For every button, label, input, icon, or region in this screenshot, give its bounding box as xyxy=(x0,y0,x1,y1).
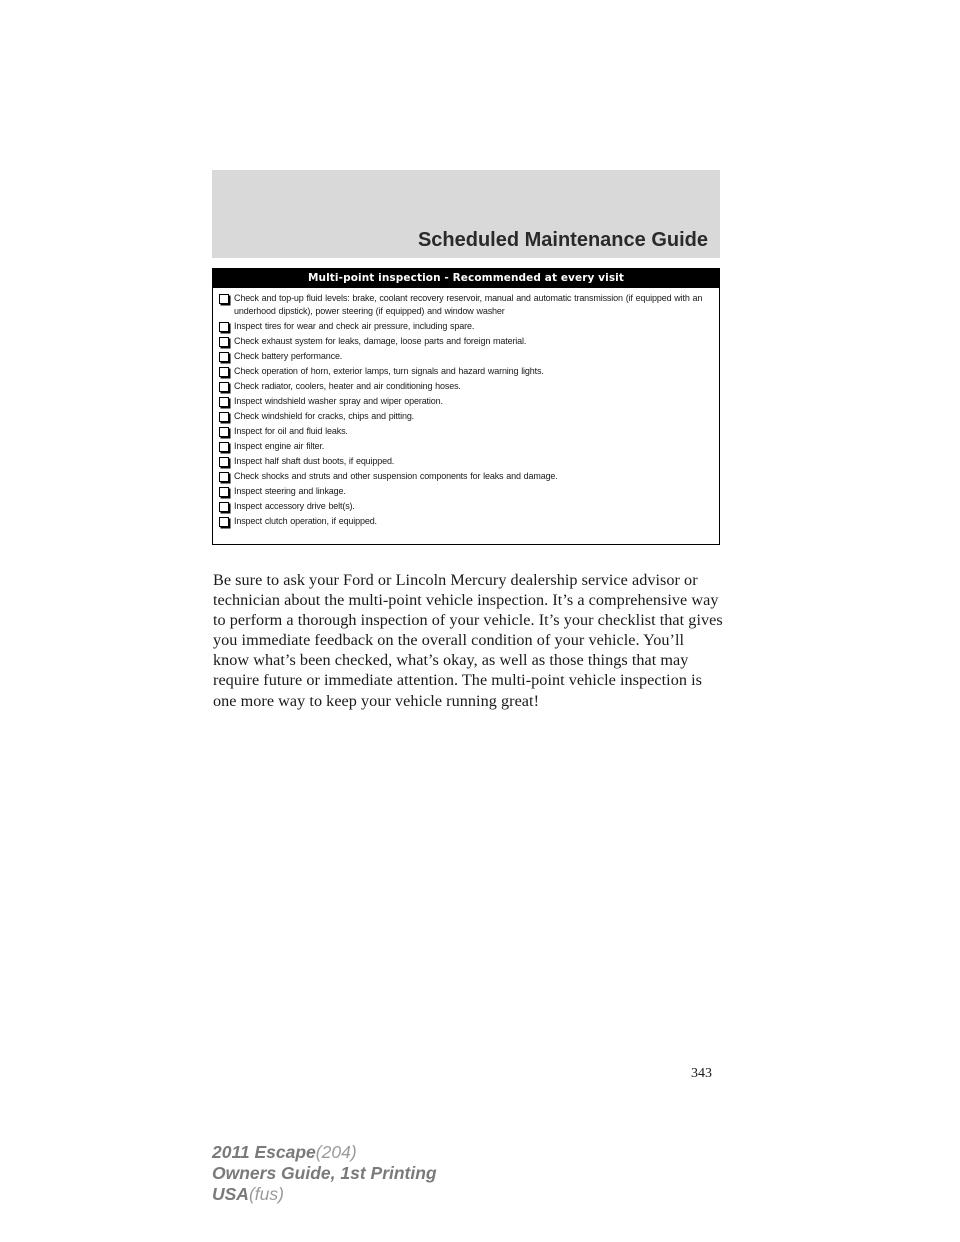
checkbox-icon[interactable] xyxy=(219,487,229,497)
checklist-item-text: Check shocks and struts and other suspension components for leaks and damage. xyxy=(234,471,558,482)
checkbox-icon[interactable] xyxy=(219,397,229,407)
checkbox-icon[interactable] xyxy=(219,337,229,347)
body-paragraph: Be sure to ask your Ford or Lincoln Mercury dealership service advisor or technician about the multi-point vehicle inspection. It’s a comprehensive way to perform a thorough inspection of your vehicle. It’s your checklist that gives you immediate feedback on the overall condition of your vehicle. You’ll know what’s been checked, what’s okay, as well as those things that may require future or immediate attention. The multi-point vehicle inspection is one more way to keep your vehicle running great! xyxy=(213,571,723,710)
checklist-item xyxy=(219,424,713,439)
checkbox-icon[interactable] xyxy=(219,442,229,452)
page-number: 343 xyxy=(691,1066,712,1081)
checklist-item xyxy=(219,394,713,409)
checkbox-icon[interactable] xyxy=(219,367,229,377)
footer-model: 2011 Escape xyxy=(212,1142,316,1162)
checklist-item xyxy=(219,379,713,394)
checkbox-icon[interactable] xyxy=(219,382,229,392)
checkbox-icon[interactable] xyxy=(219,457,229,467)
checklist-item-text: Check radiator, coolers, heater and air conditioning hoses. xyxy=(234,381,461,392)
checklist xyxy=(213,288,719,529)
checklist-item-text: Check battery performance. xyxy=(234,351,343,362)
checklist-item xyxy=(219,364,713,379)
checklist-item-text: Check exhaust system for leaks, damage, loose parts and foreign material. xyxy=(234,336,527,347)
footer-market: USA xyxy=(212,1184,249,1204)
section-title: Scheduled Maintenance Guide xyxy=(417,229,708,251)
checkbox-icon[interactable] xyxy=(219,517,229,527)
checklist-item-text: Inspect accessory drive belt(s). xyxy=(234,501,355,512)
checklist-item-text: Check and top-up fluid levels: brake, coolant recovery reservoir, manual and automatic transmission (if equipped with an underhood dipstick), power steering (if equipped) and window washer xyxy=(234,293,703,316)
checklist-item-text: Inspect half shaft dust boots, if equipped. xyxy=(234,456,395,467)
checklist-item xyxy=(219,349,713,364)
checklist-item-text: Inspect windshield washer spray and wiper operation. xyxy=(234,396,443,407)
footer-line-3 xyxy=(212,1184,437,1205)
checklist-item xyxy=(219,469,713,484)
checklist-item xyxy=(219,484,713,499)
checklist-item-text: Inspect steering and linkage. xyxy=(234,486,346,497)
checkbox-icon[interactable] xyxy=(219,412,229,422)
checkbox-icon[interactable] xyxy=(219,502,229,512)
print-footer xyxy=(212,1142,437,1205)
checklist-item-text: Inspect clutch operation, if equipped. xyxy=(234,516,377,527)
section-header-band xyxy=(212,170,720,258)
footer-market-code: (fus) xyxy=(248,1184,284,1204)
checklist-item-text: Inspect tires for wear and check air pressure, including spare. xyxy=(234,321,475,332)
checkbox-icon[interactable] xyxy=(219,427,229,437)
checklist-item xyxy=(219,499,713,514)
checklist-item-text: Check windshield for cracks, chips and pitting. xyxy=(234,411,415,422)
checklist-item xyxy=(219,409,713,424)
checklist-item xyxy=(219,334,713,349)
checkbox-icon[interactable] xyxy=(219,352,229,362)
checklist-item-text: Inspect for oil and fluid leaks. xyxy=(234,426,348,437)
checklist-item-text: Inspect engine air filter. xyxy=(234,441,325,452)
footer-model-code: (204) xyxy=(315,1142,357,1162)
checklist-item-text: Check operation of horn, exterior lamps, turn signals and hazard warning lights. xyxy=(234,366,544,377)
checkbox-icon[interactable] xyxy=(219,322,229,332)
inspection-checklist-box xyxy=(212,268,720,545)
checklist-item xyxy=(219,291,713,319)
checklist-item xyxy=(219,514,713,529)
footer-line-2: Owners Guide, 1st Printing xyxy=(212,1163,437,1183)
checklist-item xyxy=(219,319,713,334)
checkbox-icon[interactable] xyxy=(219,472,229,482)
checklist-item xyxy=(219,454,713,469)
checklist-title: Multi-point inspection - Recommended at every visit xyxy=(213,269,719,288)
checkbox-icon[interactable] xyxy=(219,294,229,304)
footer-line-1 xyxy=(212,1142,437,1163)
checklist-item xyxy=(219,439,713,454)
